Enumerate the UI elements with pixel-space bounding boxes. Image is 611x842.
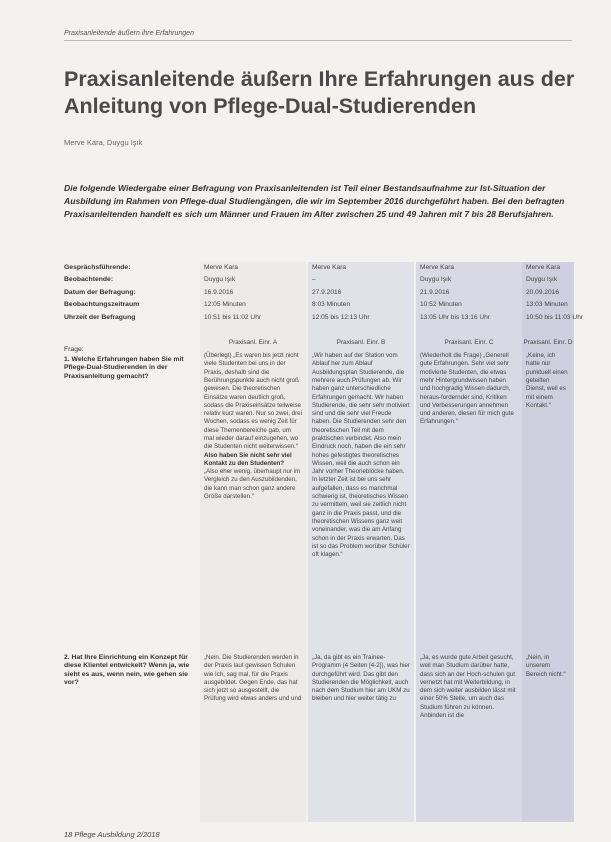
- meta-value: Merve Kara: [312, 264, 347, 271]
- respondent-column-c: [416, 262, 522, 822]
- interviewer-question: Also haben Sie nicht sehr viel Kontakt zu den Studenten?: [204, 451, 292, 467]
- meta-value: Duygu Işık: [420, 276, 452, 284]
- respondent-column-a: [200, 262, 306, 822]
- meta-value: –: [312, 276, 316, 284]
- answer-1: „Wir haben auf der Station vom Ablauf her zum Ablauf Ausbildungsplan Studierende, die mehrere auch Prüfungen ab. Wir haben ganz unterschiedliche Erfahrungen gemacht. Wir haben Studierende, die sehr sehr motiviert sind und die sehr viel Freude haben. Die Studierenden sehr den theoretischen Teil mit dem praktischen verbindet. Also mein Eindruck noch, haben die ein sehr hohes gefestigtes theoretisches Wissen, weil die auch schon ein Jahr vorher Theorieblöcke haben. In letzter Zeit ist bei uns sehr aufgefallen, dass es manchmal schwierig ist, theoretisches Wissen zu vermitteln, weil sie zeitlich nicht ganz in die Praxis passt, und die theoretischen Wissens ganz weit voneinander, was die am Anfang schon in der Praxis erwarten. Das ist so das Problem worüber Schüler oft klagen.“: [312, 352, 410, 559]
- meta-value: 16.9.2016: [204, 288, 234, 296]
- meta-value: 27.9.2016: [312, 288, 342, 296]
- question-header: Frage:: [64, 346, 84, 353]
- answer-1: „Keine, ich hatte nur punktuell einen geteilten Dienst, weil es mit einem Kontakt.“: [526, 352, 568, 409]
- meta-label: Gesprächsführende:: [64, 264, 131, 271]
- running-head: Praxisanleitende äußern ihre Erfahrungen: [64, 30, 194, 37]
- respondent-column-b: [308, 262, 414, 822]
- meta-value: Merve Kara: [204, 264, 239, 271]
- meta-label-column: [64, 262, 200, 324]
- answer-text: „Also eher wenig, überhaupt nur im Vergleich zu den Auszubildenden, die kann man schon ganz andere Größe darstellen.“: [204, 468, 301, 501]
- column-header: Praxisanl. Einr. D: [523, 339, 573, 347]
- header-rule: [64, 40, 572, 41]
- meta-value: 13:03 Minuten: [526, 301, 568, 309]
- answer-2: „Ja, da gibt es ein Trainee-Programm (4 Seiten [4-2]), was hier durchgeführt wird. Das gibt den Studierenden die Möglichkeit, auch nach dem Studium hier am UKM zu bleiben und hier weiter tätig zu: [312, 654, 411, 703]
- column-header: Praxisanl. Einr. A: [228, 339, 278, 347]
- meta-label: Uhrzeit der Befragung: [64, 313, 136, 321]
- answer-text: (Überlegt) „Es waren bis jetzt nicht viele Studenten bei uns in der Praxis, deshalb sind die Berührungspunkte auch nicht groß gewesen. Die theoretischen Einsätze waren deutlich groß, sodass die Praxiseinsätze teilweise relativ kurz waren. Nur so zwei, drei Wochen, sodass es wenig Zeit für diese Themenbereiche gab, um mal wieder darauf einzugehen, wo die Studenten nicht weiterwissen.“: [204, 352, 302, 451]
- meta-value: 10:50 bis 11:03 Uhr: [526, 313, 584, 321]
- meta-value: Merve Kara: [526, 264, 561, 271]
- column-header: Praxisanl. Einr. C: [444, 339, 494, 347]
- answer-2: „Ja, es wurde gute Arbeit gesucht, weil man Studium darüber hatte, dass sich an der Hoch-schulen gut vernetzt hat mit Weiterbildung, in dem sich weiter ausbilden lässt mit einer 50% Stelle, um auch das Studium führen zu können. Anbinden ist die: [420, 654, 516, 720]
- meta-value: 8:03 Minuten: [312, 301, 351, 309]
- meta-value: 12:05 bis 12:13 Uhr: [312, 313, 370, 321]
- meta-label: Beobachtende:: [64, 276, 114, 284]
- column-header: Praxisanl. Einr. B: [336, 339, 386, 347]
- meta-value: 21.9.2016: [420, 288, 450, 296]
- meta-value: Duygu Işık: [526, 276, 558, 284]
- article-lead: Die folgende Wiedergabe einer Befragung von Praxisanleitenden ist Teil einer Bestandsaufnahme zur Ist-Situation der Ausbildung im Rahmen von Pflege-dual Studiengängen, die wir im September 2016 durchgeführt haben. Bei den befragten Praxisanleitenden handelt es sich um Männer und Frauen im Alter zwischen 25 und 49 Jahren mit 7 bis 28 Berufsjahren.: [64, 183, 565, 219]
- question-2: 2. Hat Ihre Einrichtung ein Konzept für diese Klientel entwickelt? Wenn ja, wie sieht es aus, wenn nein, wie gehen sie vor?: [64, 654, 190, 687]
- meta-value: Duygu Işık: [204, 276, 236, 284]
- respondent-column-d: [522, 262, 584, 822]
- page-footer: 18 Pflege Ausbildung 2/2018: [64, 830, 160, 839]
- meta-value: 12:05 Minuten: [204, 301, 246, 309]
- meta-value: Merve Kara: [420, 264, 455, 271]
- article-title: Praxisanleitende äußern Ihre Erfahrungen aus der Anleitung von Pflege-Dual-Studierenden: [64, 67, 575, 118]
- meta-value: 20.09.2016: [526, 288, 560, 296]
- meta-label: Datum der Befragung:: [64, 288, 136, 296]
- answer-1: [200, 346, 306, 501]
- meta-label: Beobachtungszeitraum: [64, 301, 140, 309]
- answer-1: (Wiederholt die Frage) „Generell gute Erfahrungen. Sehr viel sehr motivierte Studenten, die etwas mehr Hintergrundwissen haben und hochgradig Wissen dadurch, heraus-fordernder sind, Kritiken und Verbesserungen annehmen und anderen, diesen für mich gute Erfahrungen.“: [420, 352, 514, 426]
- meta-value: 10:51 bis 11:02 Uhr: [204, 313, 262, 321]
- meta-value: 13:05 Uhr bis 13:16 Uhr: [420, 313, 491, 321]
- question-1: 1. Welche Erfahrungen haben Sie mit Pflege-Dual-Studierenden in der Praxisanleitung gemacht?: [64, 356, 184, 380]
- answer-2: „Nein. Die Studierenden werden in der Praxis laut gewissen Schulen wie Ich, sag mal, für die Praxis ausgebildet. Gegen Ende, das hat sich jetzt so ausgestellt, die Prüfung wird etwas anders und und: [204, 654, 302, 703]
- article-authors: Merve Kara, Duygu Işık: [64, 138, 143, 147]
- answer-2: „Nein, in unserem Bereich nicht.“: [526, 654, 566, 678]
- meta-value: 10:52 Minuten: [420, 301, 462, 309]
